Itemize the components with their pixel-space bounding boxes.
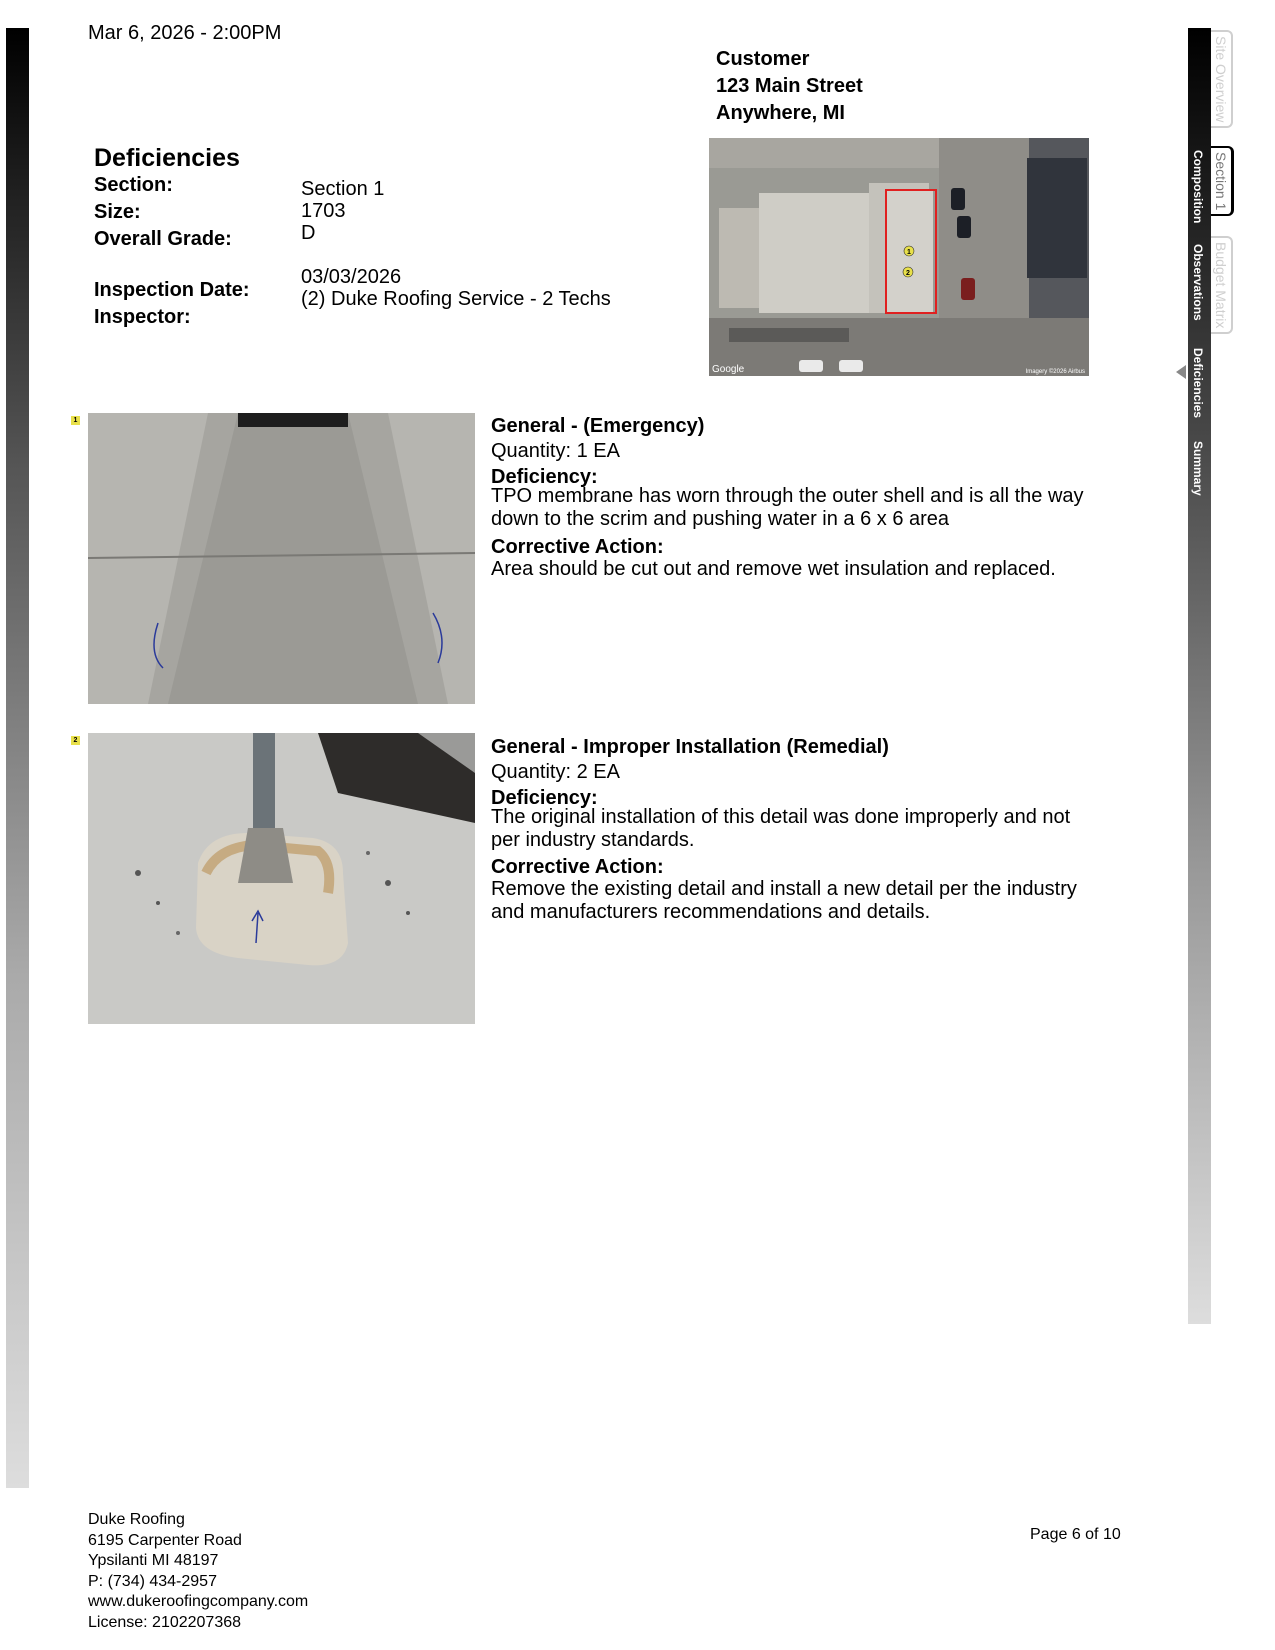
page-title: Deficiencies	[94, 144, 240, 172]
deficiency-marker: 2	[71, 736, 80, 745]
corrective-action-line-1: Remove the existing detail and install a new detail per the industry	[491, 878, 1077, 900]
section-label: Section:	[94, 174, 173, 196]
map-marker-1: 1	[907, 249, 911, 256]
customer-city: Anywhere, MI	[716, 102, 845, 124]
footer-website[interactable]: www.dukeroofingcompany.com	[88, 1593, 309, 1610]
section-value: Section 1	[301, 178, 385, 200]
deficiency-description-line-2: down to the scrim and pushing water in a 6 x 6 area	[491, 508, 950, 530]
left-gradient-bar	[6, 28, 29, 1488]
customer-block	[716, 46, 863, 127]
aerial-map-image	[709, 138, 1089, 376]
company-footer	[88, 1510, 308, 1633]
size-value: 1703	[301, 200, 346, 222]
customer-name: Customer	[716, 48, 810, 70]
inspector-label: Inspector:	[94, 306, 191, 328]
corrective-action-line-1: Area should be cut out and remove wet insulation and replaced.	[491, 558, 1056, 580]
current-page-pointer-icon	[1176, 365, 1186, 379]
nav-tab-section-1[interactable]: Section 1	[1211, 146, 1234, 216]
deficiency-label: Deficiency:	[491, 466, 598, 488]
footer-phone: P: (734) 434-2957	[88, 1572, 217, 1590]
deficiency-quantity: Quantity: 2 EA	[491, 761, 620, 783]
corrective-action-label: Corrective Action:	[491, 536, 664, 558]
grade-label: Overall Grade:	[94, 228, 232, 250]
page-number: Page 6 of 10	[1030, 1526, 1121, 1543]
nav-tab-deficiencies[interactable]: Deficiencies	[1191, 348, 1205, 419]
nav-tab-summary[interactable]: Summary	[1191, 441, 1205, 496]
map-marker-2: 2	[906, 270, 910, 277]
corrective-action-label: Corrective Action:	[491, 856, 664, 878]
corrective-action-line-2: and manufacturers recommendations and details.	[491, 901, 931, 923]
deficiency-description-line-1: TPO membrane has worn through the outer shell and is all the way	[491, 485, 1084, 507]
footer-company: Duke Roofing	[88, 1511, 185, 1528]
deficiency-description-line-1: The original installation of this detail was done improperly and not	[491, 806, 1071, 828]
report-date: Mar 6, 2026 - 2:00PM	[88, 22, 282, 44]
right-nav-bar	[1188, 28, 1211, 1324]
map-credit: Imagery ©2026 Airbus	[1025, 369, 1085, 375]
deficiency-marker: 1	[71, 416, 80, 425]
map-google-logo: Google	[712, 364, 745, 375]
nav-tab-budget-matrix[interactable]: Budget Matrix	[1211, 236, 1233, 334]
customer-street: 123 Main Street	[716, 75, 863, 97]
deficiency-quantity: Quantity: 1 EA	[491, 440, 620, 462]
footer-city: Ypsilanti MI 48197	[88, 1552, 219, 1569]
deficiency-title: General - (Emergency)	[491, 415, 705, 437]
nav-tab-composition[interactable]: Composition	[1191, 150, 1205, 224]
inspection-date-label: Inspection Date:	[94, 279, 250, 301]
deficiency-description-line-2: per industry standards.	[491, 829, 695, 851]
size-label: Size:	[94, 201, 141, 223]
inspector-value: (2) Duke Roofing Service - 2 Techs	[301, 288, 611, 310]
grade-value: D	[301, 222, 316, 244]
nav-tab-observations[interactable]: Observations	[1191, 244, 1205, 321]
footer-street: 6195 Carpenter Road	[88, 1531, 242, 1549]
deficiency-photo	[88, 413, 475, 704]
deficiency-photo	[88, 733, 475, 1024]
deficiency-title: General - Improper Installation (Remedial)	[491, 736, 889, 758]
inspection-date-value: 03/03/2026	[301, 266, 402, 288]
nav-tab-site-overview[interactable]: Site Overview	[1211, 30, 1233, 128]
footer-license: License: 2102207368	[88, 1613, 242, 1631]
deficiency-label: Deficiency:	[491, 787, 598, 809]
